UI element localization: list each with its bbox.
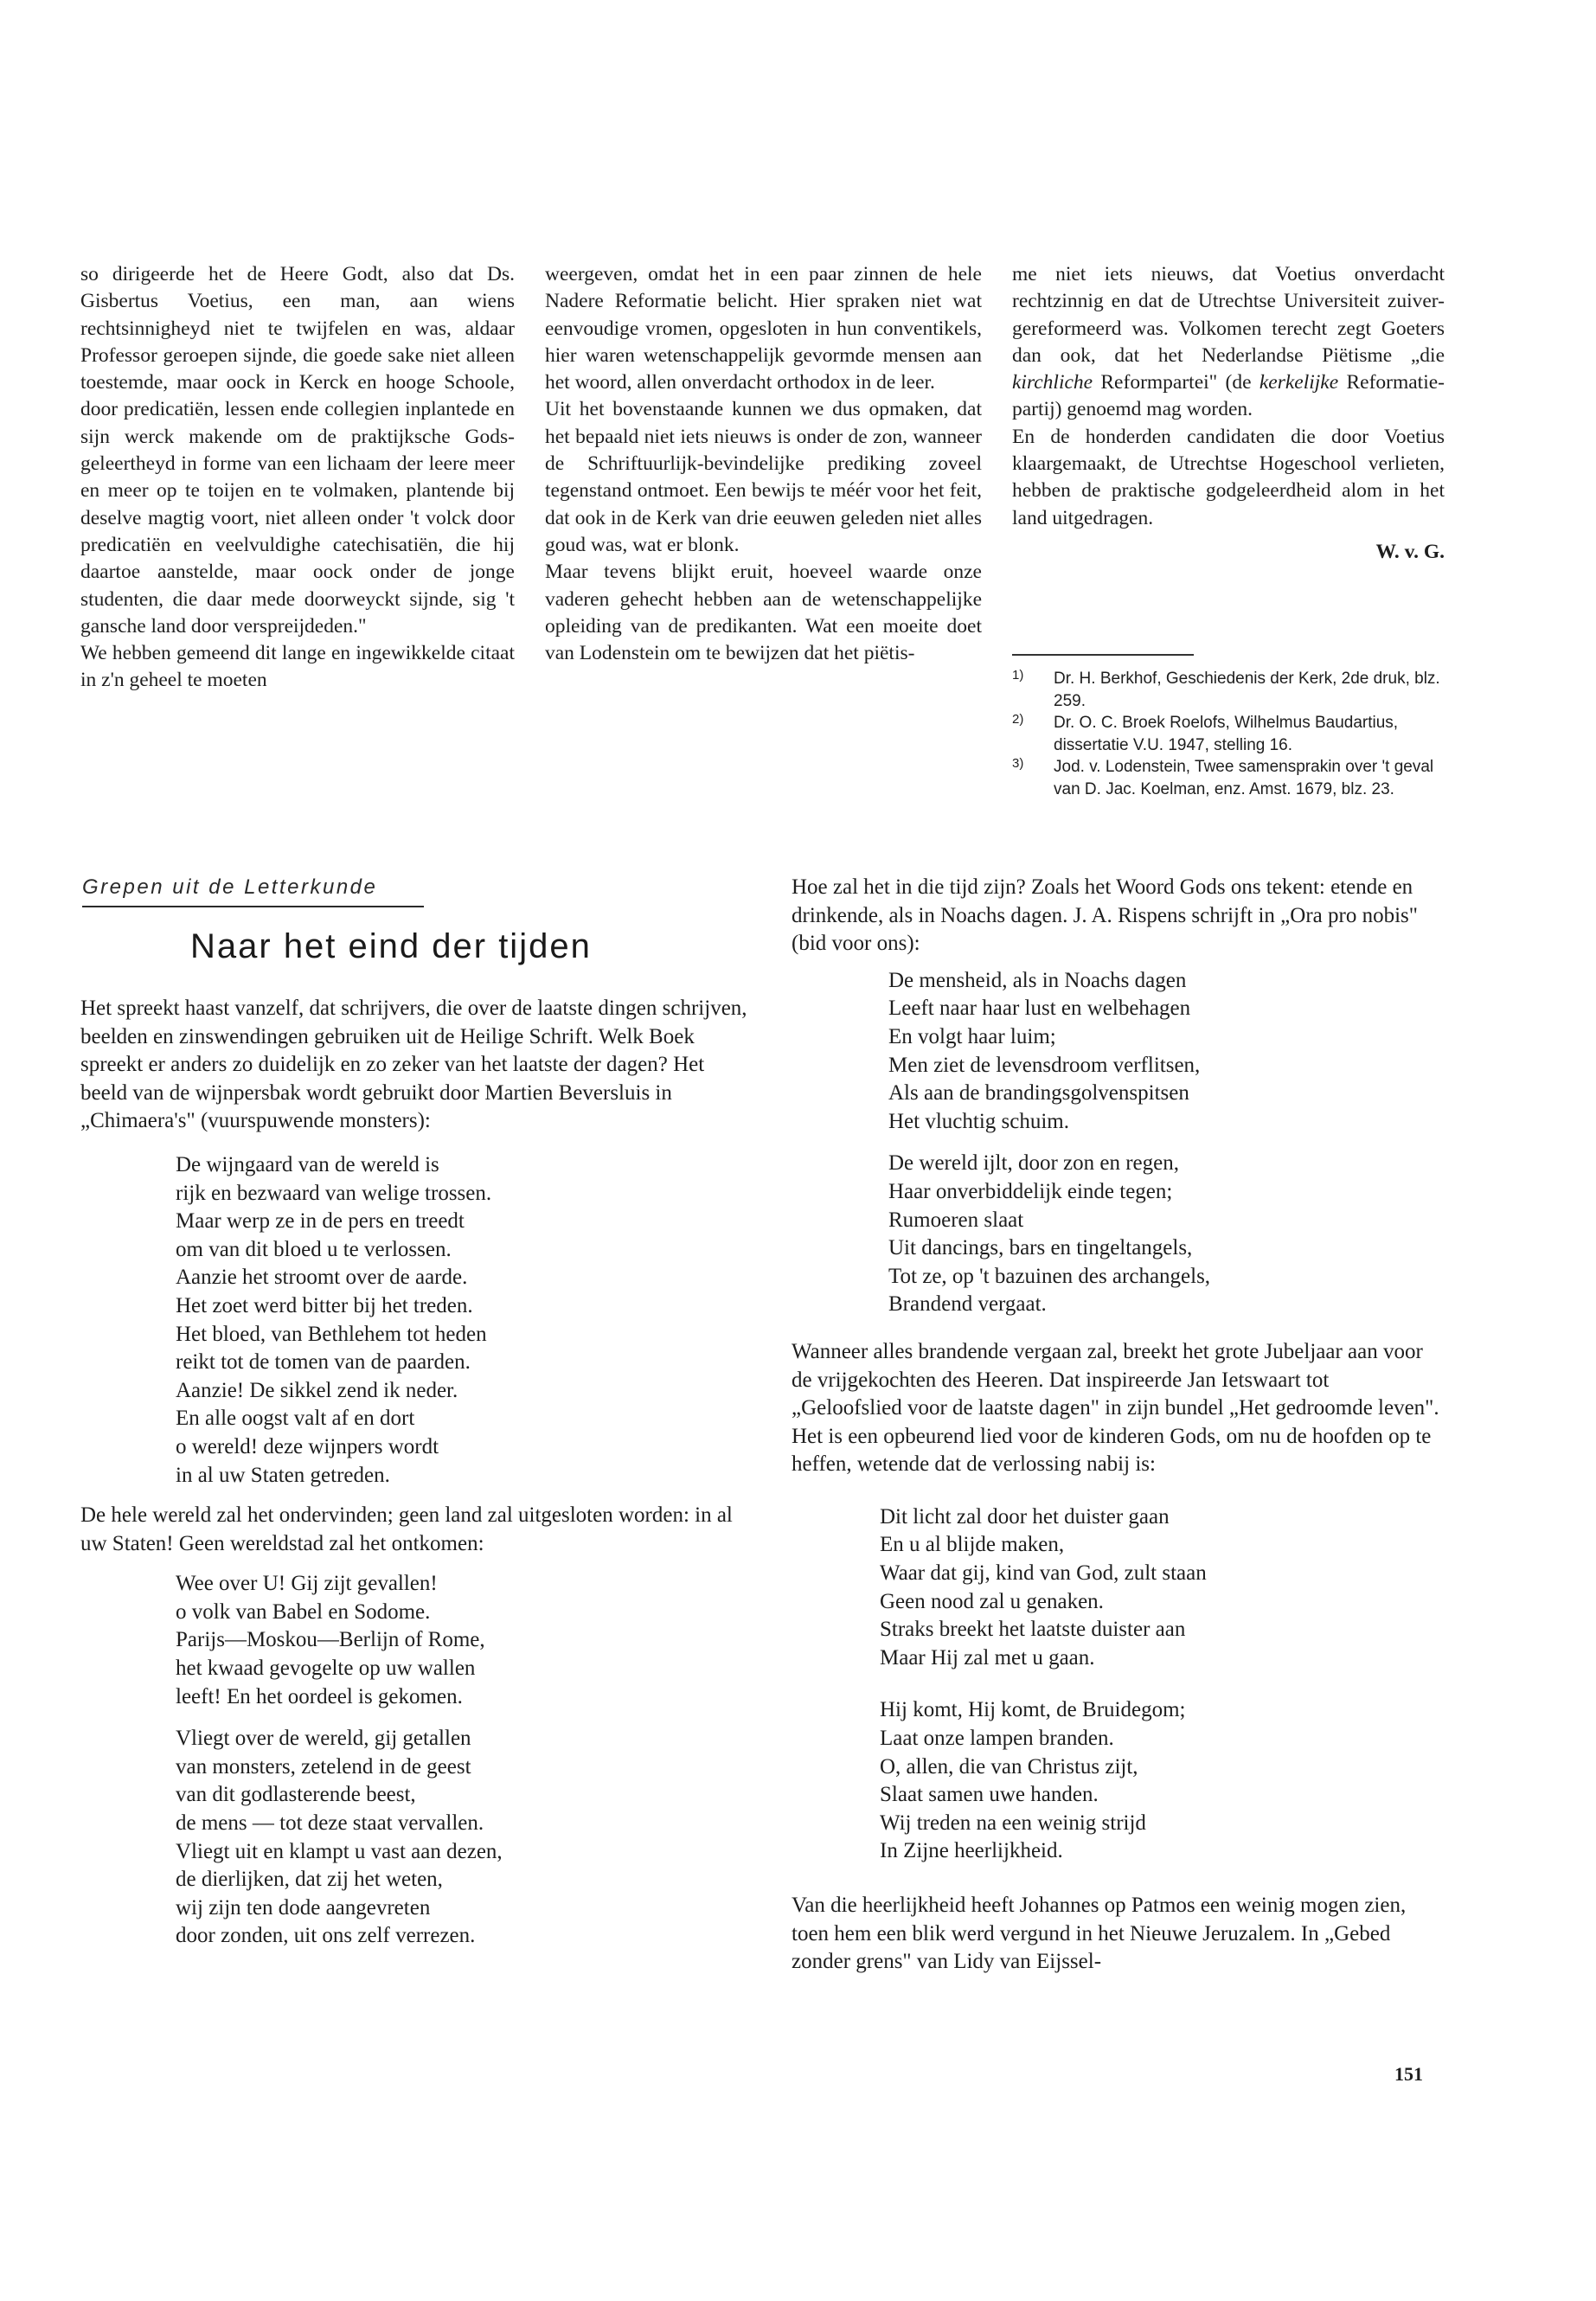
poem-line: Aanzie het stroomt over de aarde. [176, 1266, 468, 1290]
paragraph: Van die heerlijkheid heeft Johannes op Patmos een weinig mogen zien, toen hem een blik werd vergund in het Nieuwe Jeruzalem. In „Gebed zonder grens" van Lidy van Eijssel- [792, 1894, 1407, 1974]
footnote: 2) Dr. O. C. Broek Roelofs, Wilhelmus Baudartius, dissertatie V.U. 1947, stelling 16. [1012, 712, 1445, 756]
poem-line: Vliegt over de wereld, gij getallen [176, 1727, 471, 1751]
poem-line: Rumoeren slaat [888, 1208, 1024, 1232]
poem-line: Brandend vergaat. [888, 1292, 1047, 1317]
paragraph: me niet iets nieuws, dat Voetius onverdacht rechtzinnig en dat de Utrechtse Universiteit zuiver-gereformeerd was. Volkomen terecht zegt Goeters dan ook, dat het Nederlandse Piëtisme „die kirchliche Reformpartei" (de kerkelijke Reformatie-partij) genoemd mag worden. [1012, 263, 1445, 421]
footnote-marker: 3) [1012, 756, 1024, 771]
italic-word: kerkelijke [1259, 371, 1339, 394]
poem-line: van dit godlasterende beest, [176, 1783, 416, 1807]
poem-line: Parijs—Moskou—Berlijn of Rome, [176, 1628, 485, 1652]
paragraph: De hele wereld zal het ondervinden; geen land zal uitgesloten worden: in al uw Staten! Geen wereldstad zal het ontkomen: [80, 1503, 733, 1555]
top-column-2 [545, 261, 982, 667]
poem-line: Hij komt, Hij komt, de Bruidegom; [880, 1698, 1186, 1722]
poem-line: wij zijn ten dode aangevreten [176, 1895, 431, 1920]
poem-line: in al uw Staten getreden. [176, 1463, 390, 1487]
poem-line: Wee over U! Gij zijt gevallen! [176, 1572, 438, 1596]
italic-word: kirchliche [1012, 371, 1093, 394]
poem-line: Dit licht zal door het duister gaan [880, 1504, 1170, 1529]
poem-line: Straks breekt het laatste duister aan [880, 1618, 1186, 1642]
poem-line: Waar dat gij, kind van God, zult staan [880, 1561, 1207, 1586]
footnotes [1012, 668, 1445, 800]
poem-line: In Zijne heerlijkheid. [880, 1839, 1063, 1863]
poem-line: o volk van Babel en Sodome. [176, 1599, 431, 1624]
bottom-left-column [80, 995, 755, 1951]
stanza-gap [176, 1711, 755, 1725]
poem-line: Haar onverbiddelijk einde tegen; [888, 1179, 1173, 1203]
footnote: 3) Jod. v. Lodenstein, Twee samensprakin over 't geval van D. Jac. Koelman, enz. Amst. 1679, blz. 23. [1012, 756, 1445, 800]
paragraph: Hoe zal het in die tijd zijn? Zoals het Woord Gods ons tekent: etende en drinkende, als in Noachs dagen. J. A. Rispens schrijft in „Ora pro nobis" (bid voor ons): [792, 875, 1418, 956]
poem-line: Laat onze lampen branden. [880, 1727, 1114, 1751]
section-label-underline [82, 906, 424, 907]
poem-line: Slaat samen uwe handen. [880, 1783, 1099, 1807]
poem-line: Het vluchtig schuim. [888, 1109, 1069, 1133]
poem-line: Maar Hij zal met u gaan. [880, 1645, 1095, 1670]
section-label: Grepen uit de Letterkunde [82, 875, 378, 899]
top-column-1 [80, 261, 515, 695]
poem-line: o wereld! deze wijnpers wordt [176, 1434, 439, 1458]
poem-line: Het zoet werd bitter bij het treden. [176, 1293, 473, 1317]
bottom-right-column [792, 874, 1442, 1977]
paragraph: We hebben gemeend dit lange en ingewikkelde citaat in z'n geheel te moeten [80, 642, 515, 692]
paragraph: weergeven, omdat het in een paar zinnen de hele Nadere Reformatie belicht. Hier spraken niet wat eenvoudige vromen, opgesloten in hun conventikels, hier waren wetenschappelijk gevormde mensen aan het woord, allen onverdacht orthodox in de leer. [545, 263, 982, 394]
poem-line: om van dit bloed u te verlossen. [176, 1237, 452, 1261]
intro-paragraph: Het spreekt haast vanzelf, dat schrijvers, die over de laatste dingen schrijven, beelden en zinswendingen gebruiken uit de Heilige Schrift. Welk Boek spreekt er anders zo duidelijk en zo zeker van het laatste der dagen? Het beeld van de wijnpersbak wordt gebruikt door Martien Beversluis in „Chimaera's" (vuurspuwende monsters): [80, 997, 747, 1133]
poem-line: rijk en bezwaard van welige trossen. [176, 1181, 492, 1205]
poem-line: leeft! En het oordeel is gekomen. [176, 1684, 463, 1708]
poem-line: Tot ze, op 't bazuinen des archangels, [888, 1264, 1211, 1288]
paragraph: Wanneer alles brandende vergaan zal, breekt het grote Jubeljaar aan voor de vrijgekochten des Heeren. Dat inspireerde Jan Ietswaart tot „Geloofslied voor de laatste dagen" in zijn bundel „Het gedroomde leven". Het is een opbeurend lied voor de kinderen Gods, om nu de hoofden op te heffen, wetende dat de verlossing nabij is: [792, 1339, 1439, 1477]
poem-line: Vliegt uit en klampt u vast aan dezen, [176, 1839, 503, 1863]
top-column-3 [1012, 261, 1445, 566]
poem-line: Uit dancings, bars en tingeltangels, [888, 1236, 1193, 1260]
footnote-marker: 1) [1012, 668, 1024, 683]
poem-line: De wereld ijlt, door zon en regen, [888, 1151, 1179, 1176]
poem-line: Leeft naar haar lust en welbehagen [888, 997, 1191, 1021]
footnote: 1) Dr. H. Berkhof, Geschiedenis der Kerk, 2de druk, blz. 259. [1012, 668, 1445, 712]
paragraph: En de honderden candidaten die door Voetius klaargemaakt, de Utrechtse Hogeschool verlieten, hebben de praktische godgeleerdheid alom in het land uitgedragen. [1012, 425, 1445, 529]
poem-line: door zonden, uit ons zelf verrezen. [176, 1924, 476, 1948]
poem-line: Geen nood zal u genaken. [880, 1589, 1104, 1613]
poem-ietswaart [880, 1503, 1442, 1866]
poem-line: En volgt haar luim; [888, 1024, 1056, 1048]
paragraph: so dirigeerde het de Heere Godt, also dat Ds. Gisbertus Voetius, een man, aan wiens rechtsinnigheyd niet te twijfelen en was, aldaar Professor geroepen sijnde, die goede sake niet alleen toestemde, maar oock in Kerck en hooge Schoole, door predicatiën, lessen ende collegien inplantede en sijn werck makende om de praktijksche Gods-geleertheyd in forme van een lichaam der leere meer en meer op te toijen en te volmaken, plantende bij deselve magtig voort, niet alleen onder 't volck door predicatiën en veelvuldighe catechisatiën, die hij daartoe aanstelde, maar oock onder de jonge studenten, die daar mede doorweyckt sijnde, sig 't gansche land door verspreijdeden." [80, 263, 515, 638]
poem-line: Als aan de brandingsgolvenspitsen [888, 1081, 1189, 1106]
poem-wee [176, 1570, 755, 1951]
stanza-gap [888, 1136, 1442, 1150]
paragraph: Uit het bovenstaande kunnen we dus opmaken, dat het bepaald niet iets nieuws is onder de zon, wanneer de Schriftuurlijk-bevindelijke prediking zoveel tegenstand ontmoet. Een bewijs te méér voor het feit, dat ook in de Kerk van drie eeuwen geleden niet alles goud was, wat er blonk. [545, 398, 982, 556]
poem-line: de mens — tot deze staat vervallen. [176, 1811, 484, 1836]
stanza-gap [880, 1672, 1442, 1696]
poem-line: de dierlijken, dat zij het weten, [176, 1868, 443, 1892]
poem-line: Aanzie! De sikkel zend ik neder. [176, 1378, 458, 1402]
poem-line: En u al blijde maken, [880, 1533, 1065, 1557]
poem-beversluis [176, 1151, 755, 1490]
poem-rispens [888, 967, 1442, 1319]
poem-line: En alle oogst valt af en dort [176, 1407, 415, 1431]
footnote-marker: 2) [1012, 712, 1024, 727]
paragraph: Maar tevens blijkt eruit, hoeveel waarde onze vaderen gehecht hebben aan de wetenschappelijke opleiding van de predikanten. Wat een moeite doet van Lodenstein om te bewijzen dat het piëtis- [545, 561, 982, 665]
poem-line: Maar werp ze in de pers en treedt [176, 1209, 465, 1234]
article-heading: Naar het eind der tijden [190, 927, 592, 965]
poem-line: Men ziet de levensdroom verflitsen, [888, 1053, 1201, 1077]
signature: W. v. G. [1375, 540, 1445, 563]
poem-line: het kwaad gevogelte op uw wallen [176, 1657, 476, 1681]
poem-line: O, allen, die van Christus zijt, [880, 1754, 1138, 1779]
poem-line: Het bloed, van Bethlehem tot heden [176, 1322, 487, 1346]
poem-line: De wijngaard van de wereld is [176, 1152, 439, 1176]
poem-line: van monsters, zetelend in de geest [176, 1754, 471, 1779]
poem-line: reikt tot de tomen van de paarden. [176, 1350, 471, 1375]
poem-line: De mensheid, als in Noachs dagen [888, 968, 1187, 992]
page-number: 151 [1394, 2063, 1423, 2085]
footnote-rule [1012, 654, 1194, 656]
poem-line: Wij treden na een weinig strijd [880, 1811, 1146, 1835]
